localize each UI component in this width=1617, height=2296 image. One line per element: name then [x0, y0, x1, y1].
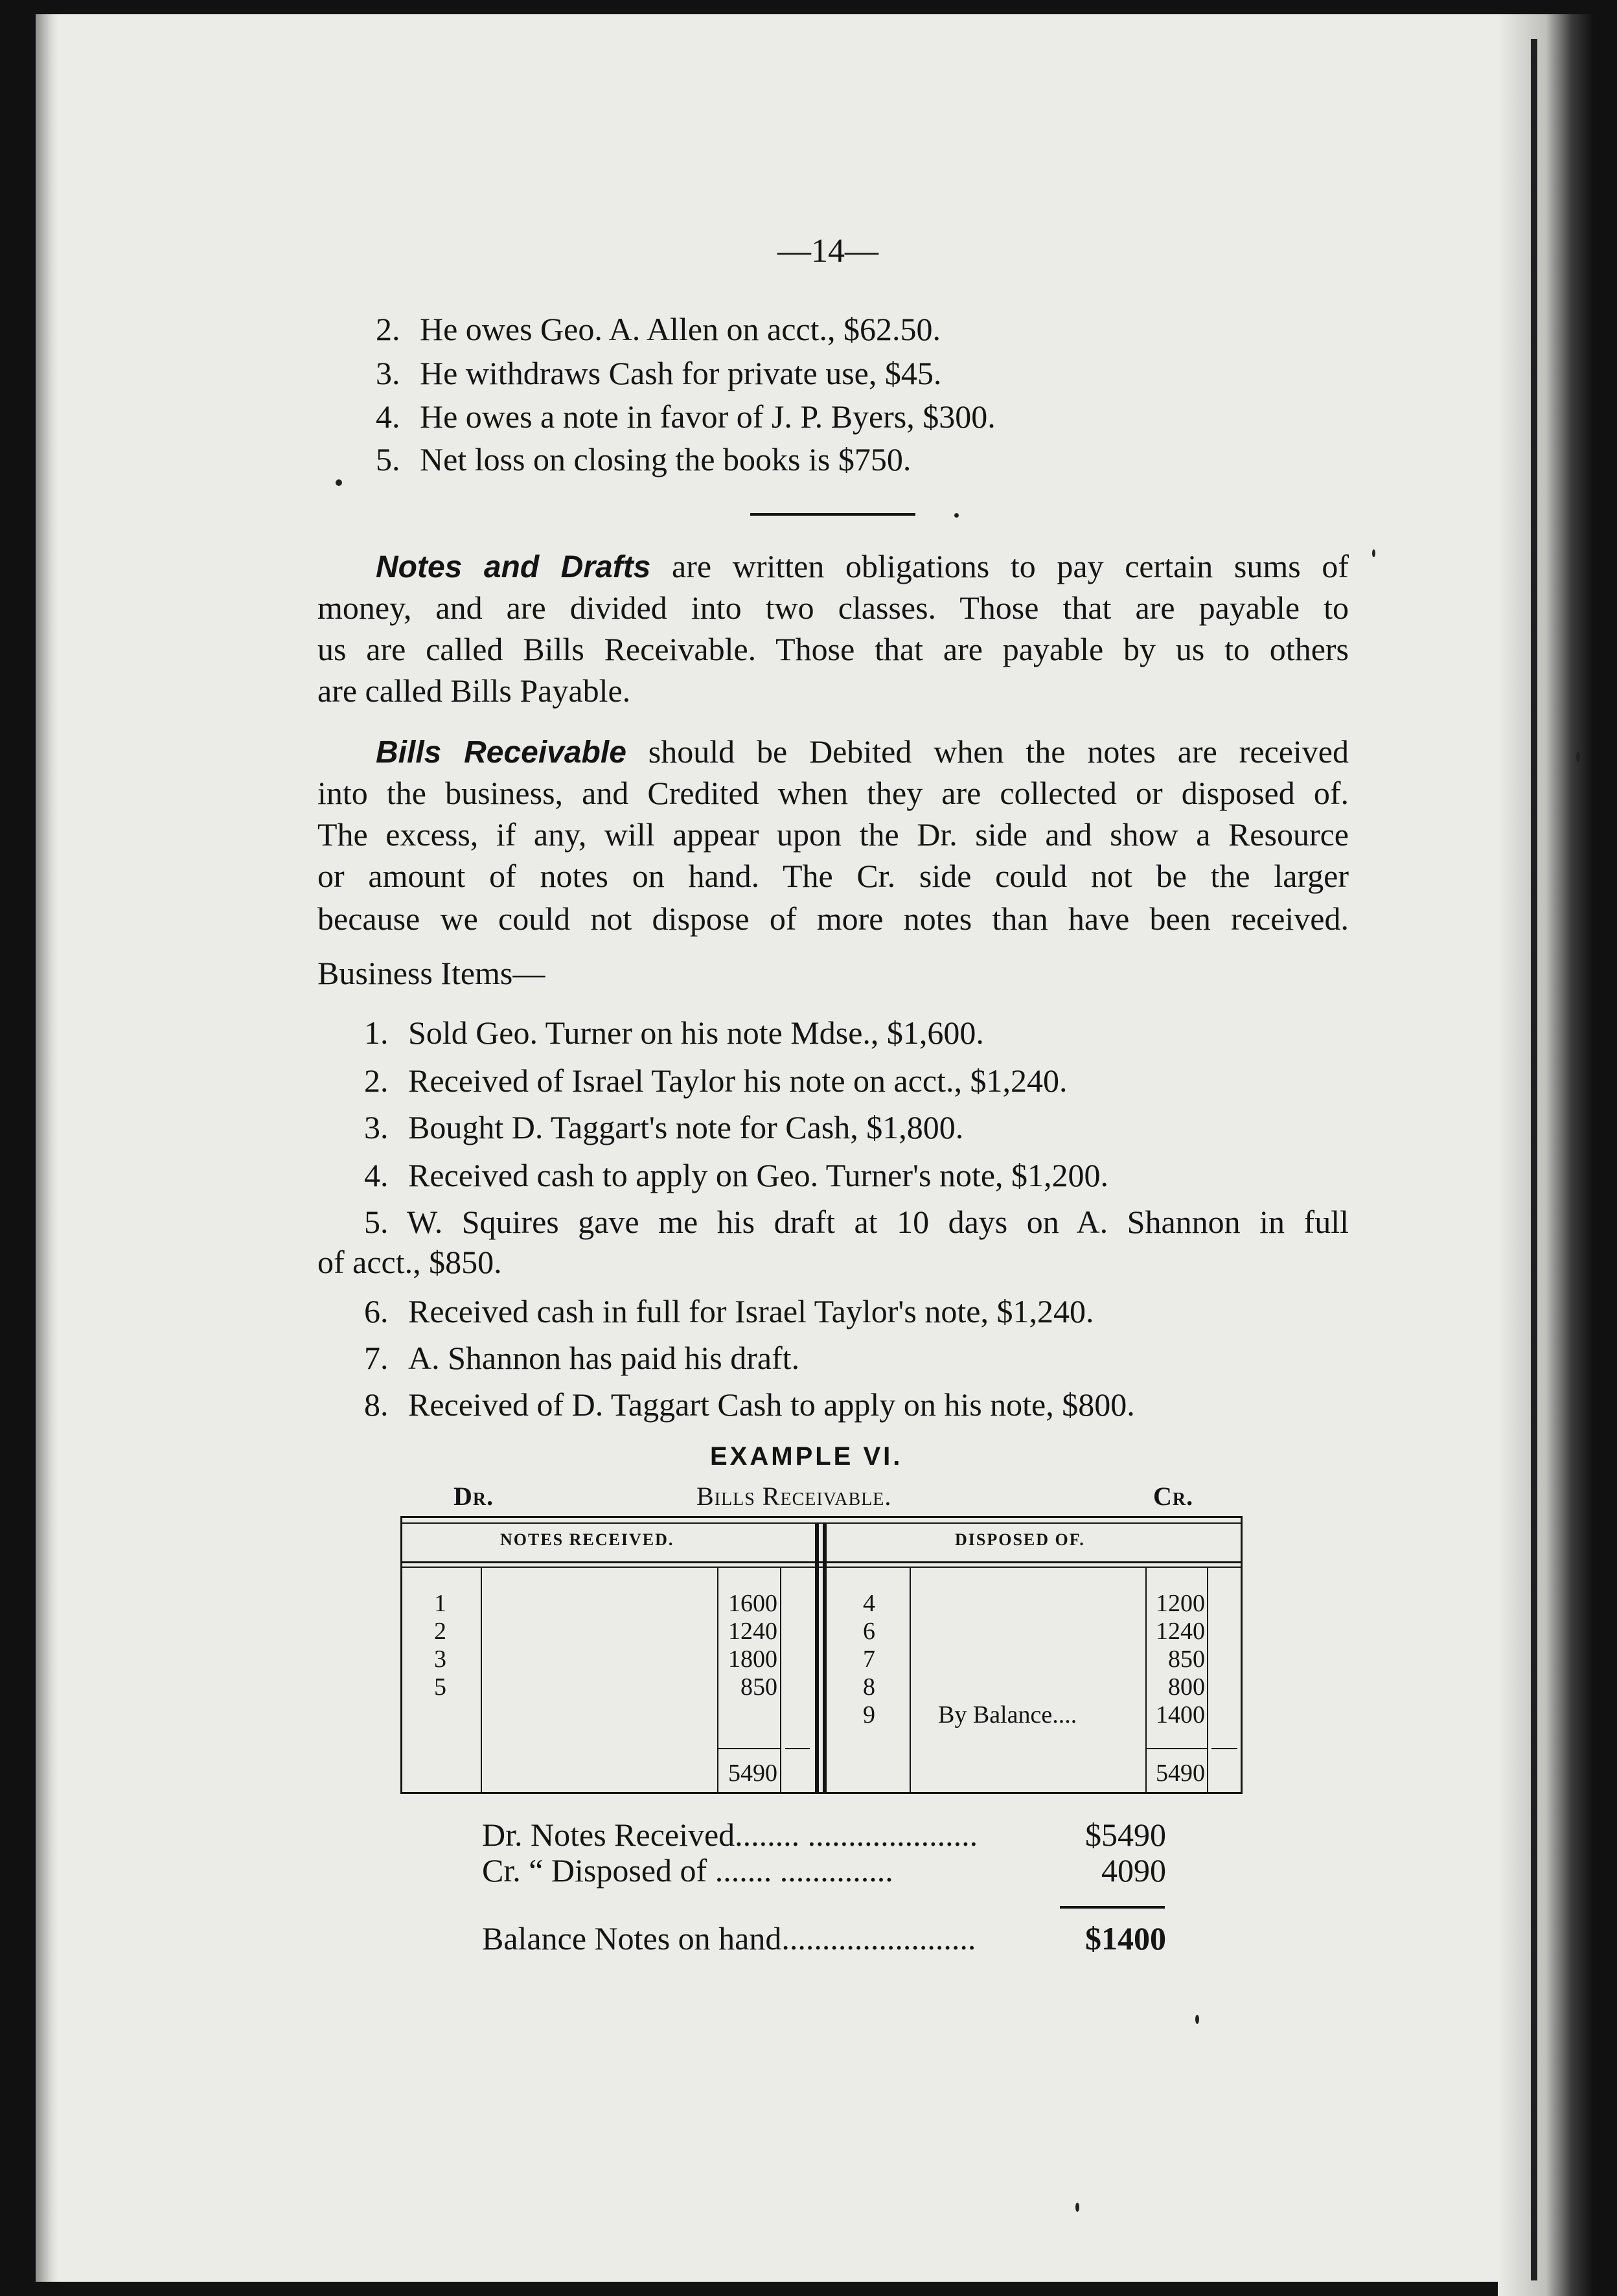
summary-label: Balance Notes on hand........................ — [482, 1920, 976, 1957]
list-item-continuation: of acct., $850. — [317, 1244, 502, 1280]
page-right-edge — [1498, 14, 1617, 2296]
item-text: Received cash in full for Israel Taylor's note, $1,240. — [408, 1293, 1094, 1329]
item-text: A. Shannon has paid his draft. — [408, 1340, 800, 1376]
item-text: Bought D. Taggart's note for Cash, $1,800. — [408, 1109, 964, 1145]
ledger-top-rule-inner — [400, 1522, 1243, 1524]
item-text: Received of Israel Taylor his note on acct., $1,240. — [408, 1062, 1068, 1099]
ledger-right-amount: 1400 — [1156, 1701, 1205, 1728]
ledger-right-amount: 1240 — [1156, 1618, 1205, 1645]
item-number: 6. — [364, 1293, 389, 1329]
item-number: 2. — [376, 311, 400, 347]
scan-speck — [1195, 2015, 1199, 2024]
example-title: EXAMPLE VI. — [710, 1442, 903, 1471]
item-number: 1. — [364, 1015, 389, 1051]
list-item — [364, 1291, 1094, 1332]
list-item — [364, 1107, 963, 1148]
ledger-left-ref: 5 — [434, 1673, 446, 1701]
item-number: 5. — [376, 441, 400, 477]
paragraph-line: are called Bills Payable. — [317, 672, 631, 709]
ledger-left-ref-col — [481, 1568, 482, 1794]
ledger-right-ref: 8 — [863, 1673, 875, 1701]
page-left-shadow — [36, 14, 58, 2282]
ledger-dr-label: Dr. — [453, 1482, 494, 1511]
ledger-center-divider — [815, 1524, 819, 1794]
item-number: 3. — [376, 355, 400, 391]
paragraph-line — [376, 731, 1349, 774]
ledger-bottom-rule — [400, 1792, 1243, 1794]
item-number: 8. — [364, 1386, 389, 1423]
list-item — [376, 352, 941, 394]
summary-label: Dr. Notes Received........ ..................... — [482, 1817, 978, 1853]
ledger-right-cents-col — [1207, 1568, 1208, 1794]
ledger-header-rule — [400, 1561, 1243, 1563]
item-text: Sold Geo. Turner on his note Mdse., $1,600. — [408, 1015, 984, 1051]
ledger-right-amount-col — [1145, 1568, 1147, 1794]
ledger-right-amount: 850 — [1168, 1646, 1205, 1673]
ledger-right-border — [1241, 1516, 1243, 1794]
list-item — [376, 396, 996, 437]
paragraph-line: or amount of notes on hand. The Cr. side could not be the larger — [317, 858, 1349, 894]
item-text: Received cash to apply on Geo. Turner's note, $1,200. — [408, 1157, 1109, 1193]
ledger-center-divider-2 — [823, 1524, 827, 1794]
ledger-right-total: 5490 — [1156, 1760, 1205, 1787]
paragraph-line: us are called Bills Receivable. Those that are payable by us to others — [317, 631, 1349, 667]
section-divider — [750, 513, 915, 516]
scan-speck — [1075, 2203, 1079, 2212]
scan-speck — [336, 479, 342, 486]
ledger-account-title: Bills Receivable. — [696, 1482, 892, 1511]
ledger-left-total-rule — [718, 1748, 780, 1749]
ledger-left-header: NOTES RECEIVED. — [500, 1530, 674, 1549]
ledger-right-total-rule — [1147, 1748, 1207, 1749]
paragraph-line: The excess, if any, will appear upon the Dr. side and show a Resource — [317, 816, 1349, 853]
scan-speck — [1576, 752, 1580, 762]
ledger-left-cents-col — [780, 1568, 781, 1794]
list-item — [364, 1201, 1349, 1243]
item-number: 4. — [376, 398, 400, 435]
ledger-right-amount: 800 — [1168, 1673, 1205, 1701]
list-item — [364, 1154, 1108, 1196]
line-text: are written obligations to pay certain sums of — [672, 548, 1349, 584]
list-item — [376, 308, 941, 350]
ledger-right-ref: 4 — [863, 1590, 875, 1617]
list-item — [364, 1384, 1135, 1425]
ledger-right-ref: 6 — [863, 1618, 875, 1645]
list-item — [376, 439, 911, 480]
ledger-left-ref: 2 — [434, 1618, 446, 1645]
item-text: He owes Geo. A. Allen on acct., $62.50. — [420, 311, 941, 347]
summary-label: Cr. “ Disposed of ....... .............. — [482, 1852, 893, 1888]
ledger-right-header: DISPOSED OF. — [955, 1530, 1085, 1549]
ledger-right-cents-dash — [1211, 1748, 1237, 1749]
paragraph-lead: Bills Receivable — [376, 735, 626, 770]
ledger-right-ref: 7 — [863, 1646, 875, 1673]
ledger-left-total: 5490 — [728, 1760, 777, 1787]
ledger-left-cents-dash — [785, 1748, 810, 1749]
list-item — [364, 1337, 799, 1379]
ledger-right-amount: 1200 — [1156, 1590, 1205, 1617]
item-number: 7. — [364, 1340, 389, 1376]
paragraph-lead: Notes and Drafts — [376, 550, 651, 584]
item-text: He owes a note in favor of J. P. Byers, $300. — [420, 398, 996, 435]
ledger-left-amount: 1240 — [728, 1618, 777, 1645]
scan-speck — [954, 513, 959, 518]
line-text: should be Debited when the notes are received — [648, 733, 1349, 770]
scan-speck — [1372, 549, 1375, 557]
item-text: Net loss on closing the books is $750. — [420, 441, 912, 477]
item-text: W. Squires gave me his draft at 10 days on A. Shannon in full — [407, 1204, 1349, 1240]
item-text: Received of D. Taggart Cash to apply on his note, $800. — [408, 1386, 1135, 1423]
ledger-left-amount: 850 — [740, 1673, 777, 1701]
item-number: 3. — [364, 1109, 389, 1145]
summary-value: $5490 — [1085, 1817, 1166, 1853]
list-item — [364, 1060, 1067, 1101]
paragraph-line — [376, 545, 1349, 588]
page-number: —14— — [777, 233, 878, 270]
paragraph-line: because we could not dispose of more notes than have been received. — [317, 901, 1349, 937]
item-number: 2. — [364, 1062, 389, 1099]
item-number: 4. — [364, 1157, 389, 1193]
ledger-left-amount: 1800 — [728, 1646, 777, 1673]
ledger-right-ref-col — [910, 1568, 911, 1794]
ledger-top-rule — [400, 1516, 1243, 1518]
ledger-left-ref: 3 — [434, 1646, 446, 1673]
ledger-cr-label: Cr. — [1153, 1482, 1194, 1511]
summary-value: 4090 — [1101, 1852, 1166, 1888]
ledger-header-rule-inner — [400, 1567, 1243, 1568]
ledger-left-border — [400, 1516, 402, 1794]
paragraph-line: into the business, and Credited when they are collected or disposed of. — [317, 775, 1349, 811]
ledger-left-ref: 1 — [434, 1590, 446, 1617]
summary-total-rule — [1060, 1906, 1165, 1909]
paragraph-line: money, and are divided into two classes. Those that are payable to — [317, 590, 1349, 626]
item-number: 5. — [364, 1204, 389, 1240]
ledger-right-ref: 9 — [863, 1701, 875, 1728]
ledger-left-amount-col — [717, 1568, 718, 1794]
ledger-left-amount: 1600 — [728, 1590, 777, 1617]
business-items-heading: Business Items— — [317, 955, 545, 991]
ledger-right-description: By Balance.... — [938, 1701, 1077, 1728]
list-item — [364, 1012, 984, 1053]
binding-line — [1531, 39, 1537, 2280]
item-text: He withdraws Cash for private use, $45. — [420, 355, 942, 391]
summary-value: $1400 — [1085, 1920, 1166, 1957]
